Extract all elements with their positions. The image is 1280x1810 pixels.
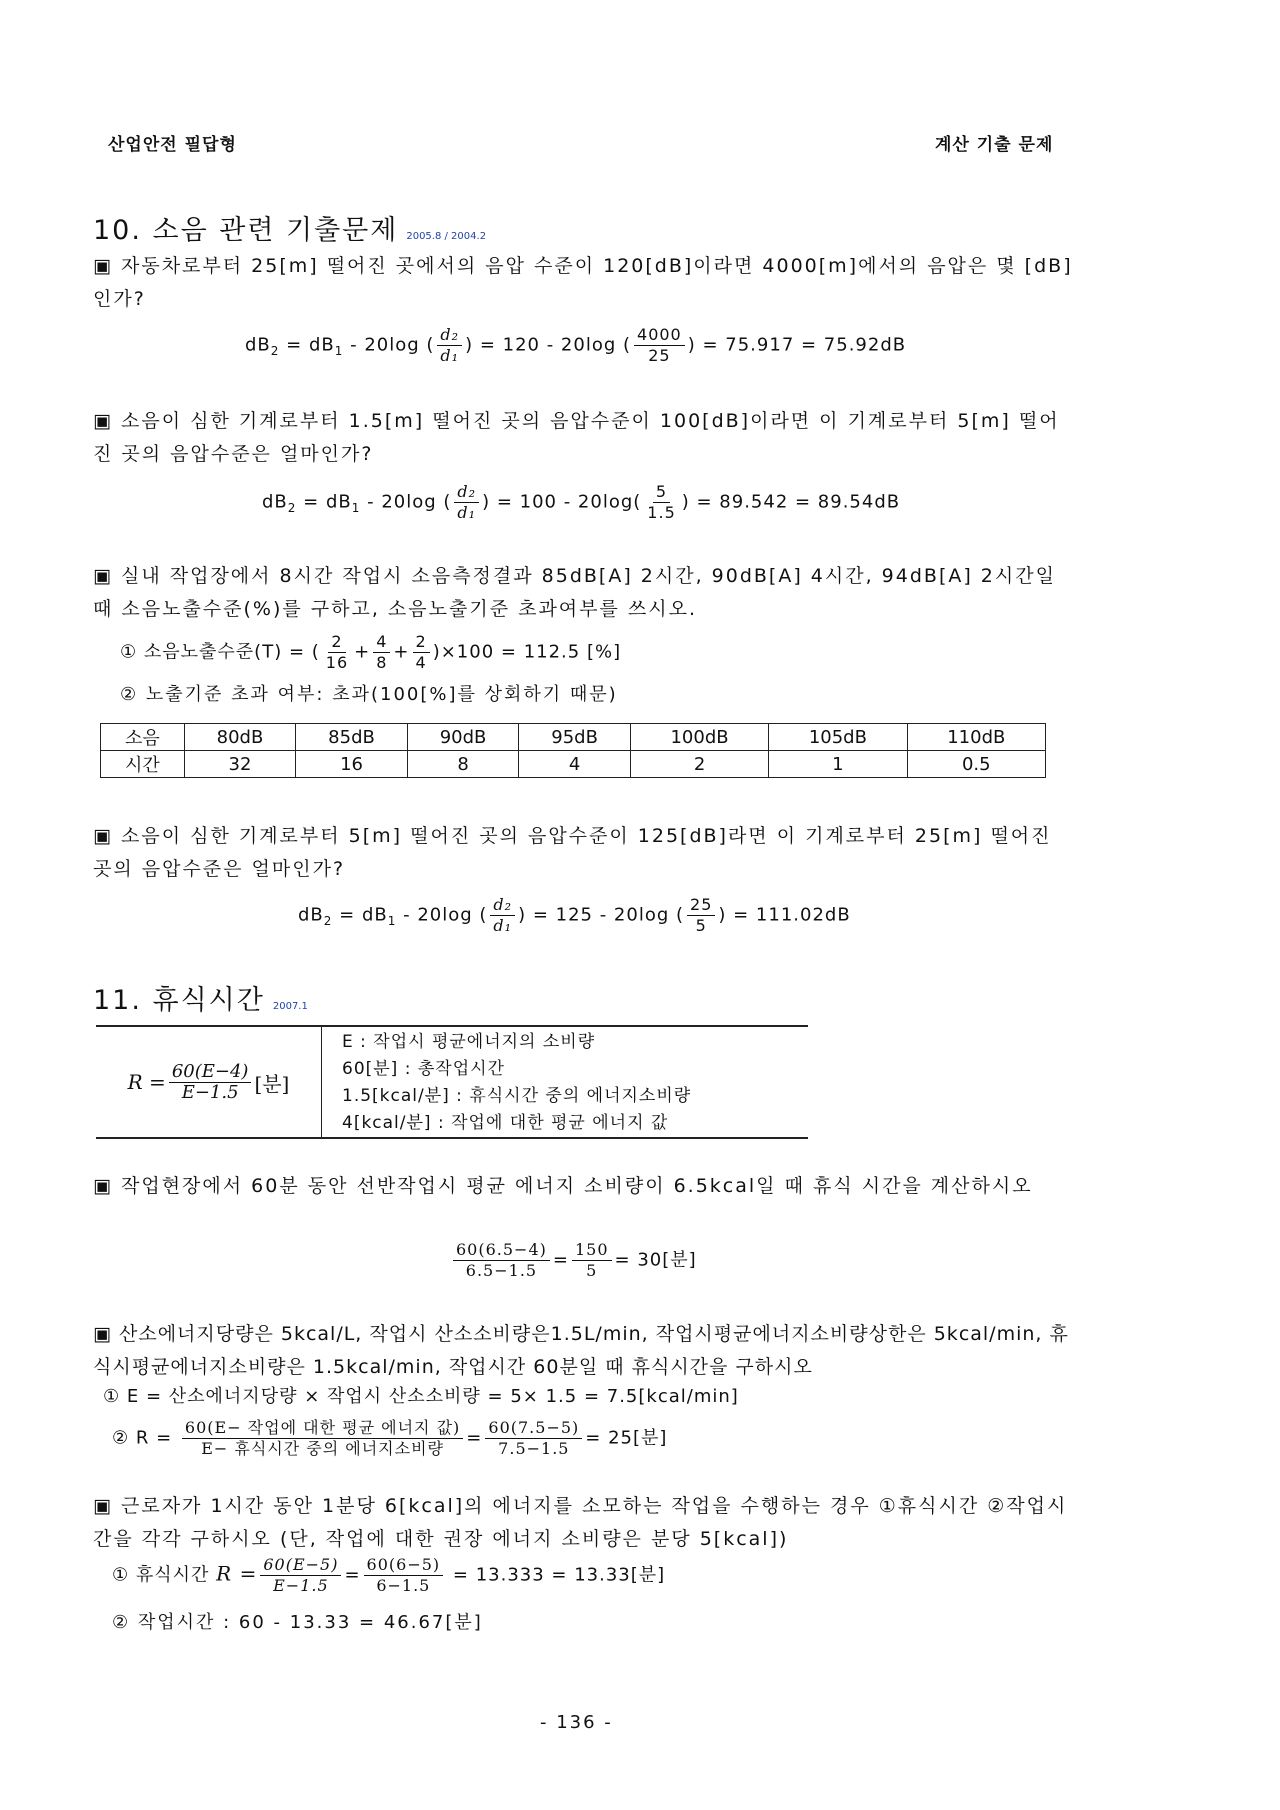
s10-q1-text: ▣ 자동차로부터 25[m] 떨어진 곳에서의 음압 수준이 120[dB]이라면 4000[m]에서의 음압은 몇 [dB]인가? — [93, 255, 1073, 310]
frac-den: 5 — [586, 1261, 598, 1280]
table-cell: 85dB — [296, 724, 408, 751]
frac-num: d₂ — [437, 325, 462, 346]
section-10-heading: 10. 소음 관련 기출문제 — [93, 215, 399, 246]
eq-frac — [260, 1555, 341, 1596]
definition-line: 1.5[kcal/분] : 휴식시간 중의 에너지소비량 — [342, 1086, 692, 1106]
noise-table — [100, 723, 1046, 778]
s10-q4-equation: $dB_2 = dB_1 - 20\log$ ( $\frac{\text{d₂}}{\text{d₁}}$ ) = 125 - 20log ( $\frac{25}{5}$ ) = 111.02dB — [298, 895, 851, 935]
s11-q1-text: ▣ 작업현장에서 60분 동안 선반작업시 평균 에너지 소비량이 6.5kcal일 때 휴식 시간을 계산하시오 — [93, 1175, 1033, 1197]
frac-num: d₂ — [454, 482, 479, 503]
eq-lhs: dB — [262, 491, 288, 513]
eq-frac-2 — [364, 1555, 444, 1596]
ans-suffix: )×100 = 112.5 [%] — [432, 641, 622, 663]
frac-num: 4 — [373, 632, 390, 653]
s10-q1-equation: $dB_2 = dB_1 - 20\log$ ( $\frac{\text{d₂}}{\text{d₁}}$ ) = 120 - 20log ( $\frac{4000}{25}$ ) = 75.917 = 75.92dB — [245, 325, 907, 365]
eq-lhs: dB — [245, 334, 271, 356]
frac-den: d₁ — [493, 916, 513, 935]
section-11-date: 2007.1 — [272, 1001, 308, 1012]
frac-num: 25 — [687, 895, 715, 916]
frac-den: 7.5−1.5 — [498, 1439, 570, 1458]
frac-num: d₂ — [490, 895, 515, 916]
table-row — [101, 724, 1046, 751]
frac-2-16 — [323, 632, 351, 673]
s10-q3-answer-2: ② 노출기준 초과 여부: 초과(100[%]를 상회하기 때문) — [120, 684, 618, 705]
eq-lhs: R = — [216, 1561, 258, 1586]
section-11-title — [93, 978, 308, 1017]
table-cell: 90dB — [407, 724, 519, 751]
formula-main — [96, 1027, 322, 1137]
frac-den: 6.5−1.5 — [465, 1261, 538, 1280]
s10-q2-equation: $dB_2 = dB_1 - 20\log$ ( $\frac{\text{d₂}}{\text{d₁}}$ ) = 100 - 20log( $\frac{5}{1.5}$ ) = 89.542 = 89.54dB — [262, 482, 901, 522]
table-cell: 0.5 — [907, 751, 1045, 778]
eq-frac-2 — [485, 1418, 582, 1459]
table-cell: 시간 — [101, 751, 185, 778]
eq-frac-value — [687, 895, 715, 936]
s11-q1-equation — [450, 1240, 697, 1281]
eq-result: = 30[분] — [614, 1249, 697, 1271]
formula-definitions — [322, 1027, 691, 1137]
frac-num: 150 — [572, 1240, 612, 1261]
eq-result: = 25[분] — [585, 1427, 668, 1449]
frac-den: 8 — [376, 653, 388, 672]
ans-prefix: ② R = — [112, 1427, 173, 1449]
frac-den: E−1.5 — [273, 1576, 329, 1595]
header-right: 계산 기출 문제 — [935, 135, 1054, 155]
table-cell: 95dB — [519, 724, 631, 751]
frac-num: 60(6.5−4) — [453, 1240, 550, 1261]
eq-log: - 20log ( — [403, 904, 488, 926]
s11-q3-answer-2: ② 작업시간 : 60 - 13.33 = 46.67[분] — [112, 1612, 483, 1633]
table-cell: 2 — [630, 751, 768, 778]
frac-num: 60(E− 작업에 대한 평균 에너지 값) — [182, 1418, 463, 1439]
eq-result: ) = 89.542 = 89.54dB — [681, 491, 901, 513]
frac-num: 60(6−5) — [364, 1555, 444, 1576]
ans-prefix: ① 소음노출수준(T) = ( — [120, 641, 320, 663]
frac-den: d₁ — [440, 346, 460, 365]
frac-num: 4000 — [634, 325, 685, 346]
header-left: 산업안전 필답형 — [108, 135, 237, 155]
s10-q3-answer-1: ① 소음노출수준(T) = ( $\frac{2}{16}$ + $\frac{4}{8}$ + $\frac{2}{4}$ )×100 = 112.5 [%] — [120, 632, 622, 672]
eq-equals: = — [466, 1427, 483, 1449]
section-10-date: 2005.8 / 2004.2 — [406, 231, 487, 242]
eq-mid: = dB — [339, 904, 388, 926]
eq-result: ) = 75.917 = 75.92dB — [687, 334, 907, 356]
definition-line: E : 작업시 평균에너지의 소비량 — [342, 1032, 596, 1052]
formula-frac — [169, 1062, 252, 1103]
eq-frac-d — [437, 325, 462, 366]
frac-den: d₁ — [457, 503, 477, 522]
table-cell: 8 — [407, 751, 519, 778]
eq-mid: = dB — [286, 334, 335, 356]
eq-frac — [182, 1418, 463, 1459]
s11-q2-text: ▣ 산소에너지당량은 5kcal/L, 작업시 산소소비량은1.5L/min, 작업시평균에너지소비량상한은 5kcal/min, 휴식시평균에너지소비량은 1.5kcal/min, 작업시간 60분일 때 휴식시간을 구하시오 — [93, 1323, 1069, 1378]
eq-result: ) = 111.02dB — [718, 904, 851, 926]
frac-den: 4 — [415, 653, 427, 672]
frac-4-8 — [373, 632, 390, 673]
frac-num: 2 — [413, 632, 430, 653]
frac-num: 5 — [653, 482, 670, 503]
frac-den: E− 휴식시간 중의 에너지소비량 — [201, 1439, 445, 1458]
table-cell: 100dB — [630, 724, 768, 751]
frac-den: 6−1.5 — [376, 1576, 431, 1595]
s11-q3-text: ▣ 근로자가 1시간 동안 1분당 6[kcal]의 에너지를 소모하는 작업을 수행하는 경우 ①휴식시간 ②작업시간을 각각 구하시오 (단, 작업에 대한 권장 에너지 소비량은 분당 5[kcal]) — [93, 1495, 1068, 1550]
eq-sub: ) = 100 - 20log( — [482, 491, 642, 513]
table-cell: 110dB — [907, 724, 1045, 751]
frac-den: 16 — [325, 653, 349, 672]
s11-q2-answer-2 — [112, 1418, 667, 1459]
eq-sub: ) = 120 - 20log ( — [465, 334, 632, 356]
s10-q4-text: ▣ 소음이 심한 기계로부터 5[m] 떨어진 곳의 음압수준이 125[dB]라면 이 기계로부터 25[m] 떨어진 곳의 음압수준은 얼마인가? — [93, 825, 1052, 880]
eq-mid: = dB — [303, 491, 352, 513]
eq-log: - 20log ( — [350, 334, 435, 356]
frac-2-4 — [413, 632, 430, 673]
eq-frac-value — [644, 482, 678, 523]
s10-q2-text: ▣ 소음이 심한 기계로부터 1.5[m] 떨어진 곳의 음압수준이 100[dB]이라면 이 기계로부터 5[m] 떨어진 곳의 음압수준은 얼마인가? — [93, 410, 1060, 465]
eq-frac — [453, 1240, 550, 1281]
s10-q3-text: ▣ 실내 작업장에서 8시간 작업시 소음측정결과 85dB[A] 2시간, 90dB[A] 4시간, 94dB[A] 2시간일때 소음노출수준(%)를 구하고, 소음노출기준 초과여부를 쓰시오. — [93, 565, 1056, 620]
frac-num: 2 — [328, 632, 345, 653]
section-11-heading: 11. 휴식시간 — [93, 985, 265, 1016]
table-cell: 16 — [296, 751, 408, 778]
eq-lhs: dB — [298, 904, 324, 926]
eq-frac-value — [634, 325, 685, 366]
rest-time-formula-box — [96, 1025, 808, 1139]
table-cell: 80dB — [184, 724, 296, 751]
eq-sub: ) = 125 - 20log ( — [518, 904, 685, 926]
frac-den: E−1.5 — [181, 1081, 239, 1103]
frac-den: 25 — [648, 346, 671, 365]
eq-equals: = — [552, 1249, 569, 1271]
section-10-title — [93, 208, 486, 247]
table-cell: 1 — [769, 751, 907, 778]
table-cell: 32 — [184, 751, 296, 778]
frac-den: 1.5 — [647, 503, 676, 522]
definition-line: 60[분] : 총작업시간 — [342, 1059, 505, 1079]
ans-prefix: ① 휴식시간 — [112, 1564, 210, 1586]
eq-result: = 13.333 = 13.33[분] — [452, 1564, 666, 1586]
eq-equals: = — [344, 1564, 361, 1586]
formula-lhs: R = — [127, 1070, 166, 1094]
frac-num: 60(E−4) — [169, 1062, 252, 1083]
table-cell: 소음 — [101, 724, 185, 751]
s11-q2-answer-1: ① E = 산소에너지당량 × 작업시 산소소비량 = 5× 1.5 = 7.5[kcal/min] — [103, 1386, 739, 1407]
table-cell: 105dB — [769, 724, 907, 751]
table-row — [101, 751, 1046, 778]
frac-num: 60(7.5−5) — [485, 1418, 582, 1439]
definition-line: 4[kcal/분] : 작업에 대한 평균 에너지 값 — [342, 1113, 669, 1133]
frac-num: 60(E−5) — [260, 1555, 341, 1576]
frac-den: 5 — [695, 916, 707, 935]
eq-log: - 20log ( — [367, 491, 452, 513]
page-number: - 136 - — [540, 1712, 613, 1733]
formula-unit: [분] — [254, 1071, 290, 1096]
eq-frac-2 — [572, 1240, 612, 1281]
table-cell: 4 — [519, 751, 631, 778]
eq-frac-d — [490, 895, 515, 936]
s11-q3-answer-1 — [112, 1555, 665, 1596]
eq-frac-d — [454, 482, 479, 523]
